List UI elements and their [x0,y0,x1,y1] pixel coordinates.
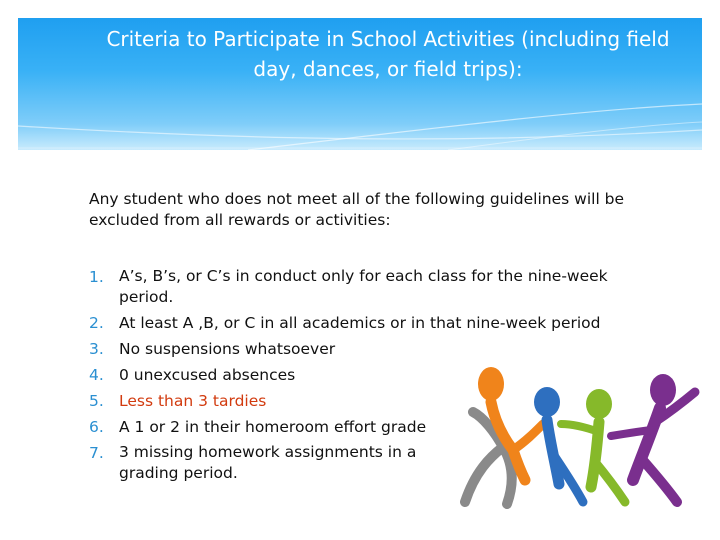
list-item-number: 4. [89,366,104,384]
list-item-text: A 1 or 2 in their homeroom effort grade [119,418,427,436]
people-holding-hands-illustration [455,362,710,512]
intro-text: Any student who does not meet all of the following guidelines will be excluded from all rewards or activities: [89,190,625,229]
list-item-text: Less than 3 tardies [119,392,267,410]
list-item-number: 7. [89,444,104,462]
list-item-text: 0 unexcused absences [119,366,296,384]
list-item-text: 3 missing homework assignments in a grading period. [119,443,417,482]
list-item-number: 2. [89,314,104,332]
list-item [89,310,659,336]
list-item [89,264,659,308]
list-item-number: 1. [89,268,104,286]
page-title: Criteria to Participate in School Activities (including field day, dances, or field trips): [106,27,670,81]
list-item-number: 5. [89,392,104,410]
list-item-number: 3. [89,340,104,358]
list-item-text: At least A ,B, or C in all academics or in that nine-week period [119,314,601,332]
list-item-text: No suspensions whatsoever [119,340,336,358]
list-item-number: 6. [89,418,104,436]
title-banner [18,18,702,150]
list-item-text: A’s, B’s, or C’s in conduct only for each class for the nine-week period. [119,267,608,306]
list-item [89,336,659,362]
